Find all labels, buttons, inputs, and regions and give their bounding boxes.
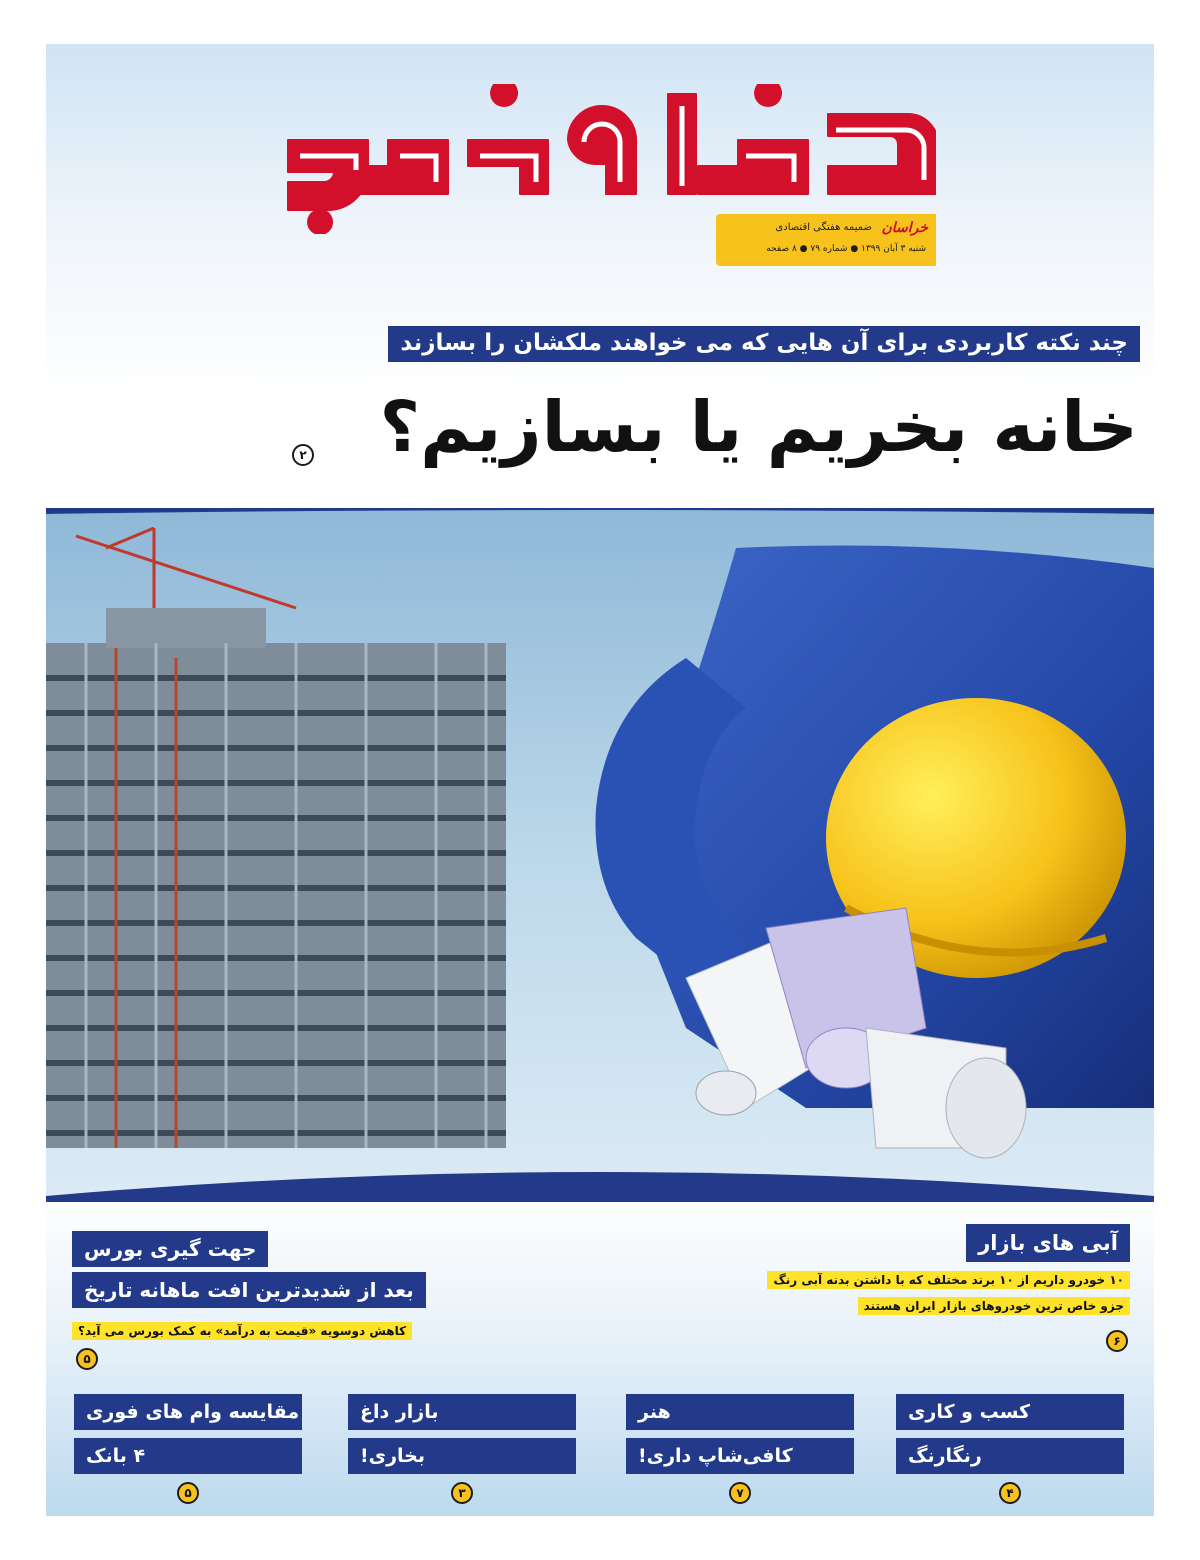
box-loans-line1: مقایسه وام های فوری bbox=[74, 1394, 302, 1430]
brand-mark: خراسان bbox=[881, 220, 928, 236]
box-art-line2: کافی‌شاپ داری! bbox=[626, 1438, 854, 1474]
cover-photo bbox=[46, 508, 1154, 1202]
box-heater-line2: بخاری! bbox=[348, 1438, 576, 1474]
story-bluecars-summary-2[interactable]: جزو خاص ترین خودروهای بازار ایران هستند bbox=[858, 1297, 1130, 1315]
supplement-label: ضمیمه هفتگی اقتصادی bbox=[775, 222, 872, 233]
box-art-page: ۷ bbox=[729, 1482, 751, 1504]
story-bluecars-summary-1[interactable]: ۱۰ خودرو داریم از ۱۰ برند مختلف که با داشتن بدنه آبی رنگ bbox=[767, 1271, 1130, 1289]
story-bluecars-page[interactable]: ۶ bbox=[1106, 1330, 1128, 1352]
box-heater-page: ۳ bbox=[451, 1482, 473, 1504]
box-art-line1: هنر bbox=[626, 1394, 854, 1430]
box-loans-page: ۵ bbox=[177, 1482, 199, 1504]
logo-wordmark bbox=[268, 84, 936, 234]
box-business-line2: رنگارنگ bbox=[896, 1438, 1124, 1474]
box-business-page: ۴ bbox=[999, 1482, 1021, 1504]
masthead bbox=[268, 84, 936, 254]
cover-page bbox=[46, 44, 1154, 1516]
box-business[interactable] bbox=[896, 1394, 1124, 1504]
box-heater-market[interactable] bbox=[348, 1394, 576, 1504]
story-stock-page[interactable]: ۵ bbox=[76, 1348, 98, 1370]
building bbox=[46, 608, 506, 1148]
issue-line: شنبه ۳ آبان ۱۳۹۹ ● شماره ۷۹ ● ۸ صفحه bbox=[766, 244, 926, 254]
box-loans[interactable] bbox=[74, 1394, 302, 1504]
story-stock-line1[interactable]: جهت گیری بورس bbox=[72, 1231, 268, 1267]
story-stock-line2[interactable]: بعد از شدیدترین افت ماهانه تاریخ bbox=[72, 1272, 426, 1308]
story-stock-summary[interactable]: کاهش دوسویه «قیمت به درآمد» به کمک بورس می آید؟ bbox=[72, 1322, 412, 1340]
box-business-line1: کسب و کاری bbox=[896, 1394, 1124, 1430]
cover-kicker[interactable]: چند نکته کاربردی برای آن هایی که می خواهند ملکشان را بسازند bbox=[388, 326, 1140, 362]
box-loans-line2: ۴ بانک bbox=[74, 1438, 302, 1474]
story-bluecars-title[interactable]: آبی های بازار bbox=[966, 1224, 1130, 1262]
box-heater-line1: بازار داغ bbox=[348, 1394, 576, 1430]
cover-page-badge[interactable]: ۲ bbox=[292, 444, 314, 466]
cover-headline[interactable]: خانه بخریم یا بسازیم؟ bbox=[379, 386, 1138, 468]
box-art[interactable] bbox=[626, 1394, 854, 1504]
masthead-strip bbox=[716, 214, 936, 266]
